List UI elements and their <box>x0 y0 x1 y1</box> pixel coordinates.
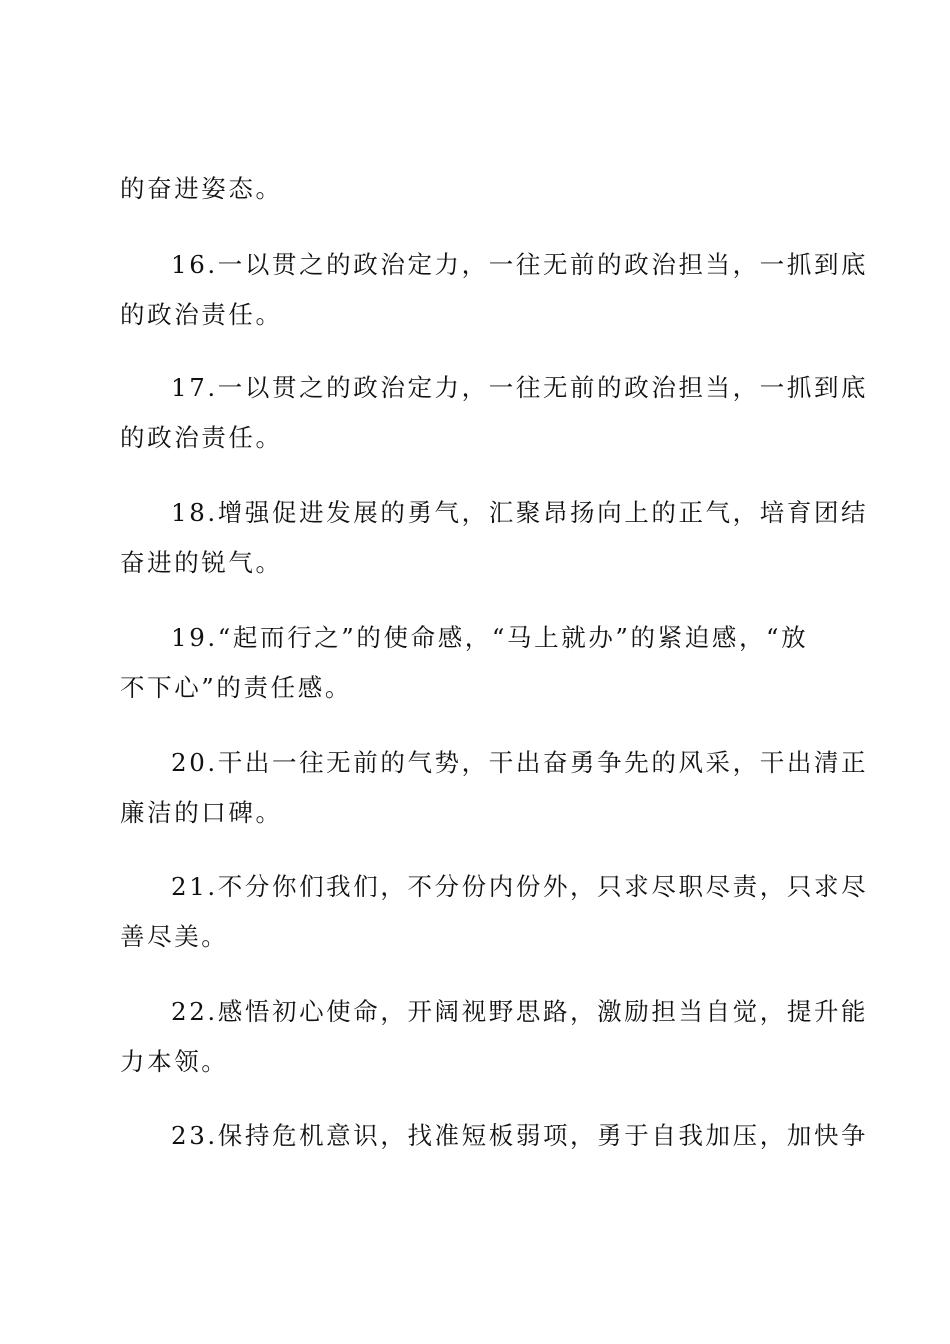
text-line: 23.保持危机意识，找准短板弱项，勇于自我加压，加快争 <box>171 1121 869 1150</box>
text-line: 不下心”的责任感。 <box>120 673 352 702</box>
text-line: 廉洁的口碑。 <box>120 798 283 827</box>
text-line: 善尽美。 <box>120 922 229 951</box>
paragraph-item-22 <box>120 987 869 1087</box>
text-line: 16.一以贯之的政治定力，一往无前的政治担当，一抓到底 <box>171 250 869 279</box>
text-line: 的政治责任。 <box>120 300 283 329</box>
paragraph-item-21 <box>120 862 869 962</box>
text-line: 奋进的锐气。 <box>120 548 283 577</box>
text-line: 21.不分你们我们，不分份内份外，只求尽职尽责，只求尽 <box>171 872 869 901</box>
text-line: 22.感悟初心使命，开阔视野思路，激励担当自觉，提升能 <box>171 997 869 1026</box>
text-line: 19.“起而行之”的使命感，“马上就办”的紧迫感，“放 <box>171 623 809 652</box>
paragraph-item-19 <box>120 613 832 713</box>
paragraph-item-17 <box>120 363 869 463</box>
text-line: 的政治责任。 <box>120 423 283 452</box>
text-line: 力本领。 <box>120 1047 229 1076</box>
text-line: 18.增强促进发展的勇气，汇聚昂扬向上的正气，培育团结 <box>171 498 869 527</box>
text-line: 17.一以贯之的政治定力，一往无前的政治担当，一抓到底 <box>171 373 869 402</box>
text-line: 20.干出一往无前的气势，干出奋勇争先的风采，干出清正 <box>171 748 869 777</box>
paragraph-item-18 <box>120 488 869 588</box>
paragraph-item-16 <box>120 240 869 340</box>
text-line: 的奋进姿态。 <box>120 174 283 203</box>
paragraph-item-23 <box>120 1111 869 1161</box>
paragraph-item-20 <box>120 738 869 838</box>
paragraph-continuation <box>120 164 832 214</box>
